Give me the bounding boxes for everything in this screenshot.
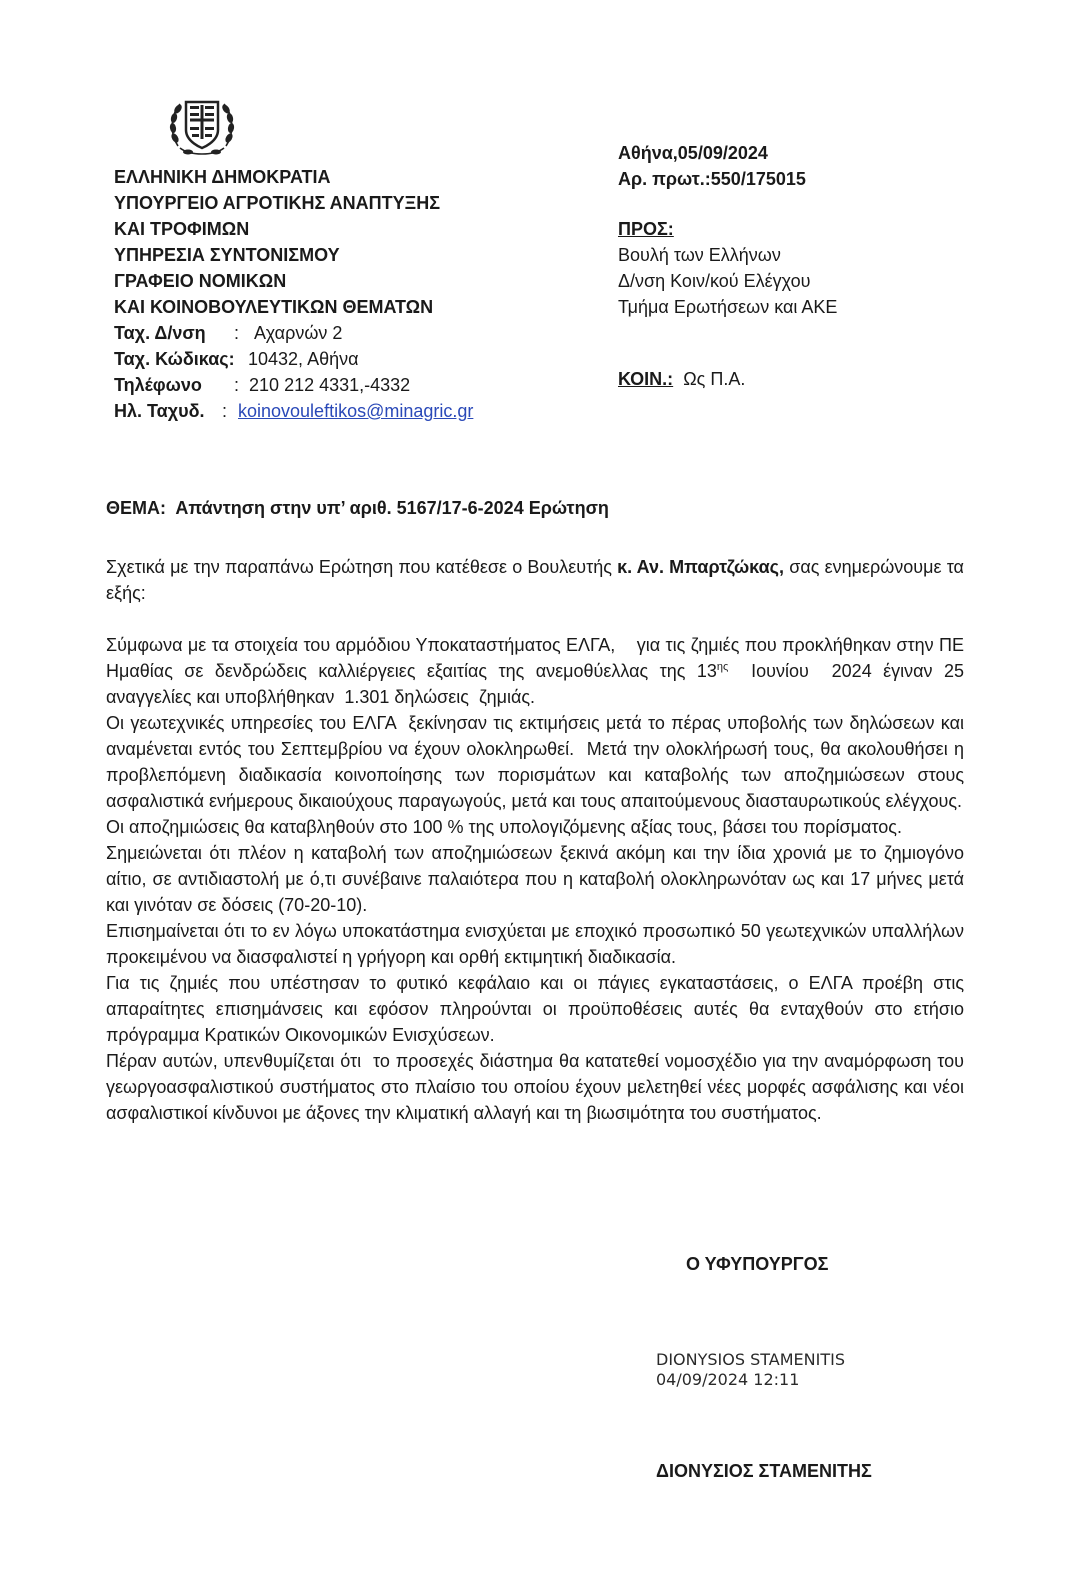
p1-superscript: ης xyxy=(716,661,729,673)
phone-row xyxy=(114,372,411,398)
paragraph-6: Για τις ζημιές που υπέστησαν το φυτικό κεφάλαιο και οι πάγιες εγκαταστάσεις, ο ΕΛΓΑ προέβη στις απαραίτητες επισημάνσεις και εφόσον πληρούνται οι προϋποθέσεις αυτές θα ενταχθούν στο ετήσιο πρόγραμμα Κρατικών Οικονομικών Ενισχύσεων. xyxy=(106,973,964,1045)
phone-colon: : xyxy=(234,375,240,395)
sender-line: ΓΡΑΦΕΙΟ ΝΟΜΙΚΩΝ xyxy=(114,271,287,291)
paragraph-5: Επισημαίνεται ότι το εν λόγω υποκατάστημα ενισχύεται με εποχικό προσωπικό 50 γεωτεχνικών υπαλλήλων προκειμένου να διασφαλιστεί η γρήγορη και ορθή εκτιμητική διαδικασία. xyxy=(106,921,964,967)
p1-after: Ιουνίου 2024 έγιναν 25 αναγγελίες και υποβλήθηκαν 1.301 δηλώσεις ζημιάς. xyxy=(106,661,969,707)
paragraph-3: Οι αποζημιώσεις θα καταβληθούν στο 100 % της υπολογιζόμενης αξίας τους, βάσει του πορίσματος. xyxy=(106,817,902,837)
intro-text xyxy=(106,554,964,606)
recipient-line: Δ/νση Κοιν/κού Ελέγχου xyxy=(618,271,811,291)
address-text: Αχαρνών 2 xyxy=(254,323,343,343)
paragraph-7: Πέραν αυτών, υπενθυμίζεται ότι το προσεχές διάστημα θα κατατεθεί νομοσχέδιο για την αναμόρφωση του γεωργοασφαλιστικού συστήματος στο πλαίσιο του οποίου έχουν μελετηθεί νέες μορφές ασφάλισης και νέοι ασφαλιστικοί κίνδυνοι με άξονες την κλιματική αλλαγή και τη βιωσιμότητα του συστήματος. xyxy=(106,1051,970,1123)
recipient-block xyxy=(618,216,837,320)
signer-title: Ο ΥΦΥΠΟΥΡΓΟΣ xyxy=(686,1254,829,1274)
sender-line: ΥΠΟΥΡΓΕΙΟ ΑΓΡΟΤΙΚΗΣ ΑΝΑΠΤΥΞΗΣ xyxy=(114,193,441,213)
address-value xyxy=(234,320,342,346)
sender-line: ΕΛΛΗΝΙΚΗ ΔΗΜΟΚΡΑΤΙΑ xyxy=(114,167,331,187)
email-label: Ηλ. Ταχυδ. xyxy=(114,401,205,421)
phone-label: Τηλέφωνο xyxy=(114,375,202,395)
phone-text: 210 212 4331,-4332 xyxy=(249,375,411,395)
sender-line: ΚΑΙ ΤΡΟΦΙΜΩΝ xyxy=(114,219,250,239)
phone-value xyxy=(234,372,410,398)
sender-block xyxy=(114,164,440,320)
document-meta xyxy=(618,140,806,192)
subject-text: Απάντηση στην υπ’ αριθ. 5167/17-6-2024 Ερώτηση xyxy=(175,498,609,518)
letter-body xyxy=(106,632,970,1126)
email-colon: : xyxy=(222,401,228,421)
paragraph-4: Σημειώνεται ότι πλέον η καταβολή των αποζημιώσεων ξεκινά ακόμη και την ίδια χρονιά με το ζημιογόνο αίτιο, σε αντιδιαστολή με ό,τι συνέβαινε παλαιότερα που η καταβολή ολοκληρωνόταν ως και 17 μήνες μετά και γινόταν σε δόσεις (70-20-10). xyxy=(106,843,964,915)
postal-label: Ταχ. Κώδικας: xyxy=(114,349,235,369)
digital-signature-timestamp: 04/09/2024 12:11 xyxy=(656,1370,800,1389)
document-date: Αθήνα,05/09/2024 xyxy=(618,143,768,163)
protocol-number: Αρ. πρωτ.:550/175015 xyxy=(618,169,806,189)
recipient-line: Βουλή των Ελλήνων xyxy=(618,245,781,265)
cc-value: Ως Π.Α. xyxy=(683,369,746,389)
contact-block xyxy=(114,320,474,424)
email-row xyxy=(114,398,474,424)
sender-line: ΚΑΙ ΚΟΙΝΟΒΟΥΛΕΥΤΙΚΩΝ ΘΕΜΑΤΩΝ xyxy=(114,297,434,317)
intro-paragraph xyxy=(106,554,964,606)
digital-signature-name: DIONYSIOS STAMENITIS xyxy=(656,1350,845,1369)
paragraph-1 xyxy=(106,632,970,710)
intro-after: σας ενημερώνουμε τα εξής: xyxy=(106,557,964,603)
greek-coat-of-arms-icon xyxy=(166,94,238,160)
address-colon: : xyxy=(234,323,240,343)
cc-block xyxy=(618,366,745,392)
email-link[interactable]: koinovouleftikos@minagric.gr xyxy=(238,401,474,421)
postal-value: 10432, Αθήνα xyxy=(248,349,359,369)
recipient-line: Τμήμα Ερωτήσεων και ΑΚΕ xyxy=(618,297,838,317)
digital-signature xyxy=(656,1350,845,1390)
subject-label: ΘΕΜΑ: xyxy=(106,498,166,518)
paragraph-2: Οι γεωτεχνικές υπηρεσίες του ΕΛΓΑ ξεκίνησαν τις εκτιμήσεις μετά το πέρας υποβολής των δηλώσεων και αναμένεται εντός του Σεπτεμβρίου να έχουν ολοκληρωθεί. Μετά την ολοκλήρωσή τους, θα ακολουθήσει η προβλεπόμενη διαδικασία κοινοποίησης των πορισμάτων και καταβολής των αποζημιώσεων στους ασφαλιστικά ενήμερους δικαιούχους παραγωγούς, μετά και τους απαιτούμενους διασταυρωτικούς ελέγχους. xyxy=(106,713,970,811)
address-label: Ταχ. Δ/νση xyxy=(114,323,206,343)
recipient-heading: ΠΡΟΣ: xyxy=(618,219,674,239)
signer-name: ΔΙΟΝΥΣΙΟΣ ΣΤΑΜΕΝΙΤΗΣ xyxy=(656,1461,872,1481)
intro-before: Σχετικά με την παραπάνω Ερώτηση που κατέθεσε ο Βουλευτής xyxy=(106,557,612,577)
sender-line: ΥΠΗΡΕΣΙΑ ΣΥΝΤΟΝΙΣΜΟΥ xyxy=(114,245,340,265)
cc-label: ΚΟΙΝ.: xyxy=(618,369,674,389)
postal-row xyxy=(114,346,359,372)
mp-name: κ. Αν. Μπαρτζώκας, xyxy=(617,557,785,577)
address-row xyxy=(114,320,343,346)
p1-before: Σύμφωνα με τα στοιχεία του αρμόδιου Υποκαταστήματος ΕΛΓΑ, για τις ζημιές που προκλήθηκαν στην ΠΕ Ημαθίας σε δενδρώδεις καλλιέργειες εξαιτίας της ανεμοθύελλας της 13 xyxy=(106,635,970,681)
subject-line xyxy=(106,498,609,519)
